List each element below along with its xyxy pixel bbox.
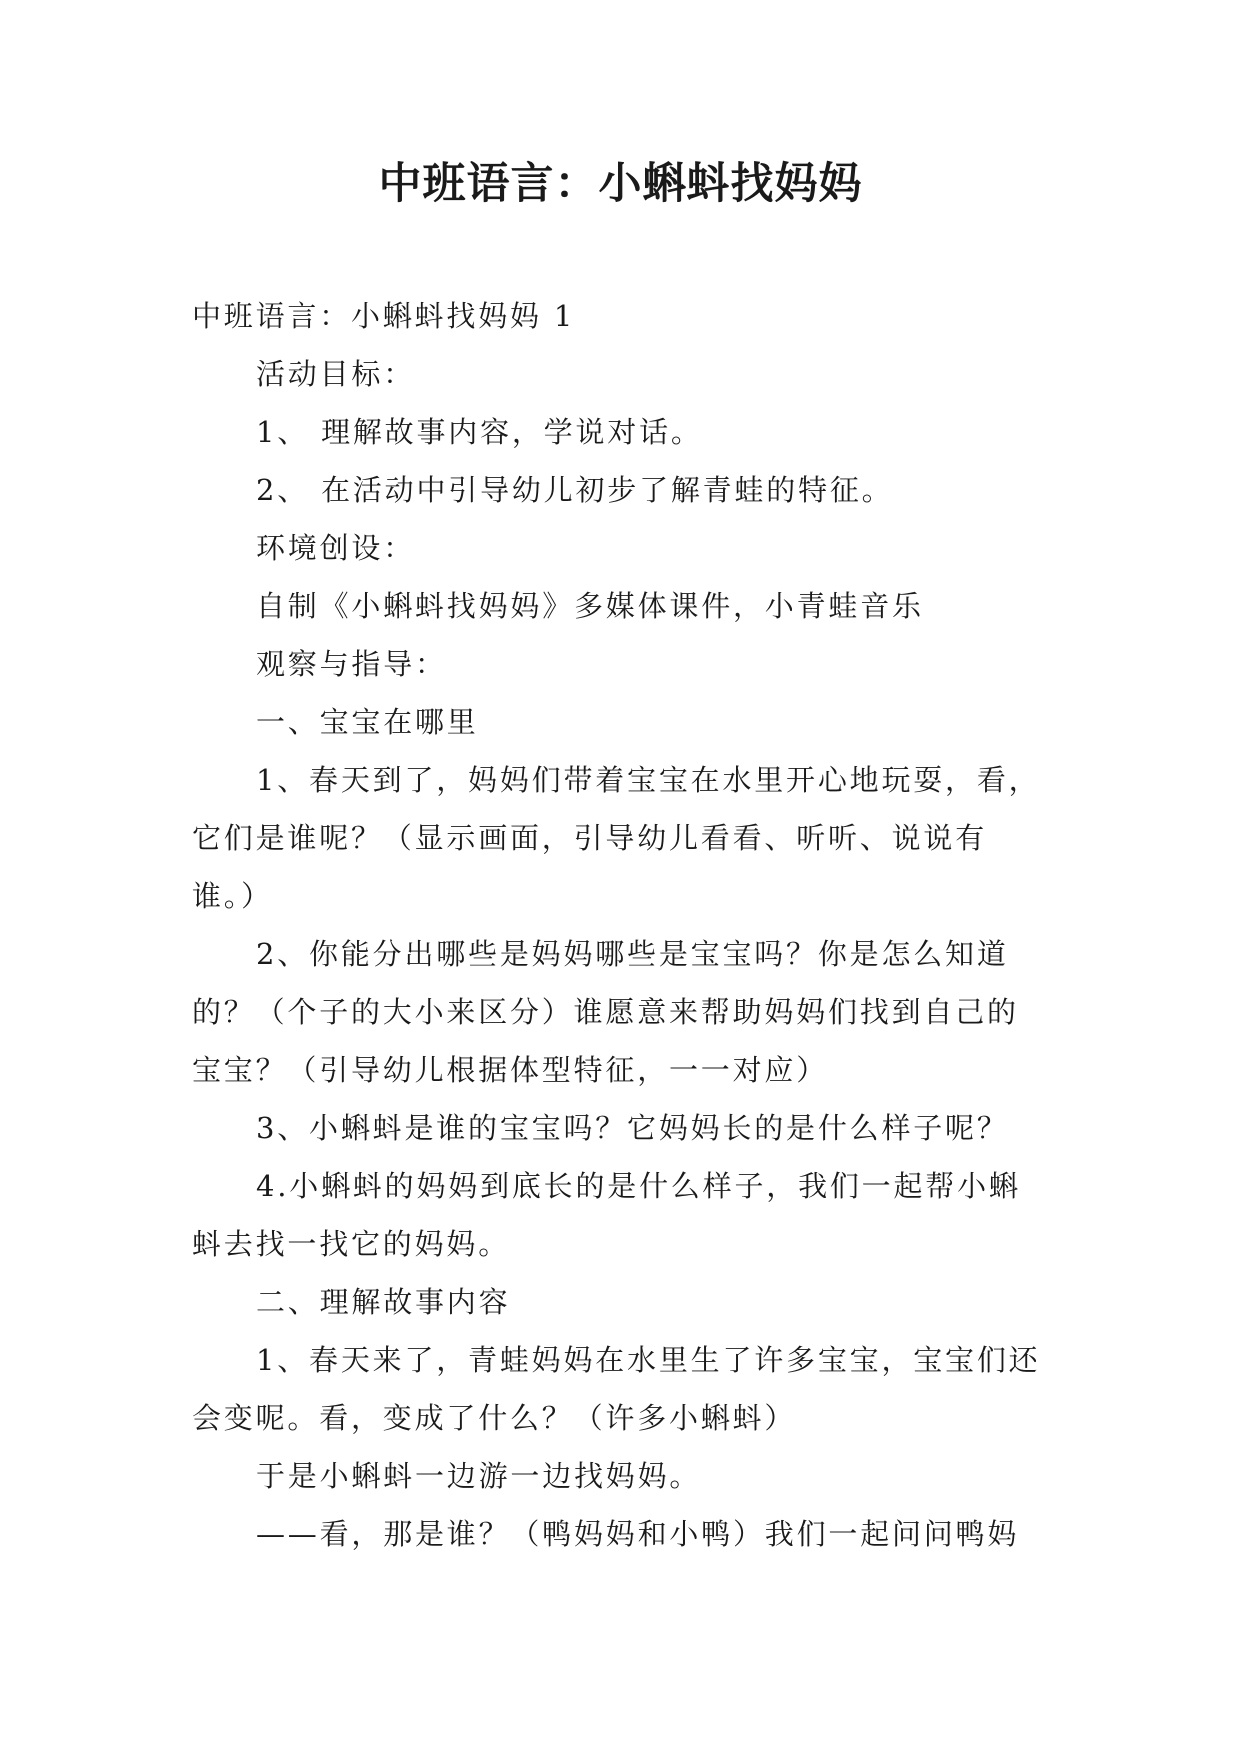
heading-observation: 观察与指导： — [256, 647, 447, 681]
section-heading: 一、宝宝在哪里 — [256, 705, 479, 739]
section-subtitle: 中班语言：小蝌蚪找妈妈 1 — [192, 299, 576, 333]
section-heading: 二、理解故事内容 — [256, 1285, 511, 1319]
paragraph: 4.小蝌蚪的妈妈到底长的是什么样子，我们一起帮小蝌蚪去找一找它的妈妈。 — [192, 1169, 1021, 1261]
paragraph: 自制《小蝌蚪找妈妈》多媒体课件，小青蛙音乐 — [256, 589, 924, 623]
goal-item: 2、 在活动中引导幼儿初步了解青蛙的特征。 — [256, 473, 894, 507]
paragraph: 3、小蝌蚪是谁的宝宝吗？它妈妈长的是什么样子呢？ — [256, 1111, 1009, 1145]
paragraph: 2、你能分出哪些是妈妈哪些是宝宝吗？你是怎么知道的？（个子的大小来区分）谁愿意来帮助妈妈们找到自己的宝宝？（引导幼儿根据体型特征，一一对应） — [192, 937, 1019, 1087]
paragraph: 1、春天来了，青蛙妈妈在水里生了许多宝宝，宝宝们还会变呢。看，变成了什么？（许多小蝌蚪） — [192, 1343, 1041, 1435]
paragraph: ——看，那是谁？（鸭妈妈和小鸭）我们一起问问鸭妈 — [256, 1517, 1020, 1551]
goal-item: 1、 理解故事内容，学说对话。 — [256, 415, 703, 449]
heading-activity-goals: 活动目标： — [256, 357, 416, 391]
document-title: 中班语言：小蝌蚪找妈妈 — [378, 159, 863, 209]
paragraph: 于是小蝌蚪一边游一边找妈妈。 — [256, 1459, 702, 1493]
document-body — [192, 287, 1050, 1563]
paragraph: 1、春天到了，妈妈们带着宝宝在水里开心地玩耍，看，它们是谁呢？（显示画面，引导幼儿看看、听听、说说有谁。） — [192, 763, 1041, 913]
heading-environment: 环境创设： — [256, 531, 416, 565]
